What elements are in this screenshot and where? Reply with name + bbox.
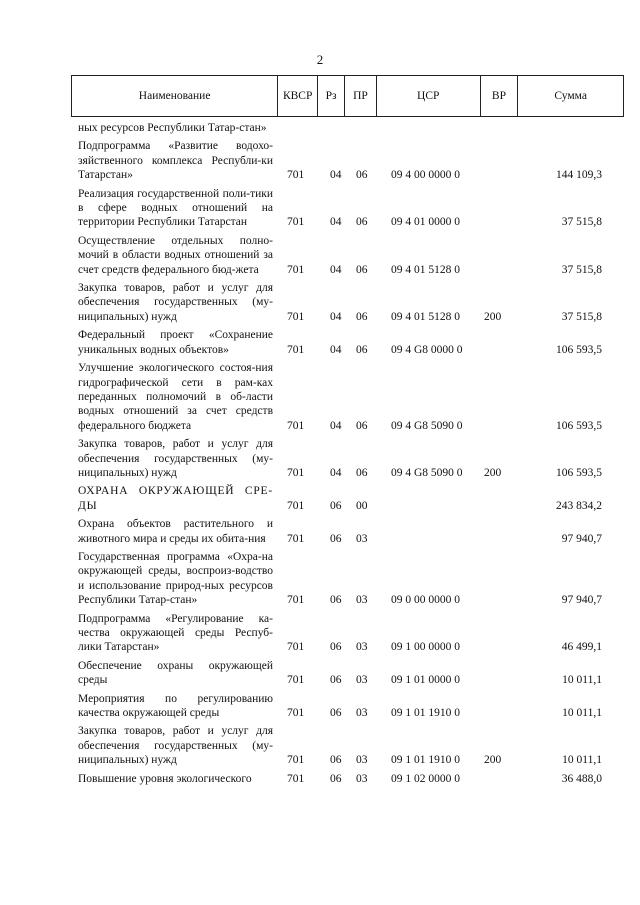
row-pr: 06 <box>356 343 368 356</box>
row-rz: 06 <box>330 532 342 545</box>
row-name: ОХРАНА ОКРУЖАЮЩЕЙ СРЕ-ДЫ <box>78 485 273 512</box>
row-kvsr: 701 <box>287 594 305 607</box>
row-sum: 106 593,5 <box>556 343 602 356</box>
row-sum: 10 011,1 <box>562 674 602 687</box>
row-rz: 04 <box>330 263 342 276</box>
row-kvsr: 701 <box>287 641 305 654</box>
row-name: Федеральный проект «Сохранение уникальных водных объектов» <box>78 329 273 356</box>
row-name: Осуществление отдельных полно-мочий в области водных отношений за счет средств федерального бюд-жета <box>78 234 273 276</box>
row-kvsr: 701 <box>287 707 305 720</box>
row-kvsr: 701 <box>287 343 305 356</box>
row-vr: 200 <box>484 466 502 479</box>
row-csr: 09 4 G8 0000 0 <box>391 343 463 356</box>
row-name: Государственная программа «Охра-на окружающей среды, воспроиз-водство и использование природ-ных ресурсов Республики Татар-стан» <box>78 550 273 607</box>
row-csr: 09 4 G8 5090 0 <box>391 466 463 479</box>
table-body <box>78 121 608 790</box>
header-pr: ПР <box>345 76 377 116</box>
row-rz: 06 <box>330 754 342 767</box>
row-sum: 106 593,5 <box>556 419 602 432</box>
row-sum: 106 593,5 <box>556 466 602 479</box>
row-name: Повышение уровня экологического <box>78 772 252 785</box>
row-csr: 09 4 01 0000 0 <box>391 216 460 229</box>
row-pr: 03 <box>356 707 368 720</box>
row-name: Подпрограмма «Регулирование ка-чества окружающей среды Респуб-лики Татарстан» <box>78 612 273 654</box>
row-sum: 36 488,0 <box>561 772 602 785</box>
row-name: Охрана объектов растительного и животного мира и среды их обита-ния <box>78 518 273 545</box>
row-pr: 06 <box>356 169 368 182</box>
row-sum: 97 940,7 <box>561 532 602 545</box>
row-name: Реализация государственной поли-тики в сфере водных отношений на территории Республики Татарстан <box>78 187 273 229</box>
row-rz: 04 <box>330 419 342 432</box>
row-csr: 09 1 01 1910 0 <box>391 754 460 767</box>
table-row <box>78 550 608 608</box>
page-number: 2 <box>316 52 324 67</box>
row-sum: 97 940,7 <box>561 594 602 607</box>
row-sum: 10 011,1 <box>562 707 602 720</box>
row-vr: 200 <box>484 310 502 323</box>
row-rz: 04 <box>330 343 342 356</box>
row-rz: 06 <box>330 772 342 785</box>
row-kvsr: 701 <box>287 772 305 785</box>
table-row <box>78 517 608 546</box>
table-row <box>78 692 608 721</box>
header-kvsr: КВСР <box>278 76 318 116</box>
row-kvsr: 701 <box>287 466 305 479</box>
row-csr: 09 4 G8 5090 0 <box>391 419 463 432</box>
table-row <box>78 361 608 433</box>
row-csr: 09 1 01 0000 0 <box>391 674 460 687</box>
row-sum: 37 515,8 <box>561 216 602 229</box>
row-kvsr: 701 <box>287 499 305 512</box>
row-name: Улучшение экологического состоя-ния гидрографической сети в рам-ках переданных полномочий в об-ласти водных отношений за счет средств федерального бюджета <box>78 362 273 432</box>
row-kvsr: 701 <box>287 216 305 229</box>
table-row <box>78 437 608 480</box>
table-row <box>78 328 608 357</box>
row-pr: 03 <box>356 594 368 607</box>
row-rz: 04 <box>330 310 342 323</box>
row-rz: 06 <box>330 707 342 720</box>
row-pr: 03 <box>356 641 368 654</box>
row-pr: 03 <box>356 674 368 687</box>
row-pr: 06 <box>356 310 368 323</box>
table-row <box>78 659 608 688</box>
row-csr: 09 4 01 5128 0 <box>391 310 460 323</box>
row-sum: 243 834,2 <box>556 499 602 512</box>
header-csr: ЦСР <box>377 76 481 116</box>
row-csr: 09 0 00 0000 0 <box>391 594 460 607</box>
row-rz: 04 <box>330 169 342 182</box>
row-kvsr: 701 <box>287 674 305 687</box>
row-csr: 09 1 02 0000 0 <box>391 772 460 785</box>
table-row <box>78 281 608 324</box>
header-rz: Рз <box>318 76 345 116</box>
table-row <box>78 234 608 277</box>
row-sum: 46 499,1 <box>561 641 602 654</box>
row-rz: 06 <box>330 594 342 607</box>
row-name: Обеспечение охраны окружающей среды <box>78 659 273 687</box>
row-kvsr: 701 <box>287 263 305 276</box>
table-row <box>78 772 608 786</box>
row-pr: 06 <box>356 216 368 229</box>
header-sum: Сумма <box>554 90 587 102</box>
row-name: Закупка товаров, работ и услуг для обеспечения государственных (му-ниципальных) нужд <box>78 725 273 767</box>
row-pr: 00 <box>356 499 368 512</box>
row-name: Закупка товаров, работ и услуг для обеспечения государственных (му-ниципальных) нужд <box>78 438 273 479</box>
row-sum: 37 515,8 <box>561 263 602 276</box>
row-rz: 06 <box>330 674 342 687</box>
row-pr: 03 <box>356 532 368 545</box>
row-kvsr: 701 <box>287 419 305 432</box>
header-vr: ВР <box>481 76 519 116</box>
row-pr: 06 <box>356 466 368 479</box>
row-csr: 09 4 00 0000 0 <box>391 169 460 182</box>
table-header <box>71 75 624 117</box>
row-rz: 04 <box>330 216 342 229</box>
row-name: Подпрограмма «Развитие водохо-зяйственного комплекса Республи-ки Татарстан» <box>78 140 273 182</box>
row-rz: 06 <box>330 499 342 512</box>
row-sum: 144 109,3 <box>556 169 602 182</box>
row-name: Закупка товаров, работ и услуг для обеспечения государственных (му-ниципальных) нужд <box>78 282 273 323</box>
row-pr: 06 <box>356 419 368 432</box>
row-vr: 200 <box>484 754 502 767</box>
row-pr: 03 <box>356 772 368 785</box>
row-kvsr: 701 <box>287 169 305 182</box>
row-kvsr: 701 <box>287 310 305 323</box>
row-name: ных ресурсов Республики Татар-стан» <box>78 122 267 134</box>
row-csr: 09 1 01 1910 0 <box>391 707 460 720</box>
row-rz: 04 <box>330 466 342 479</box>
table-row <box>78 139 608 182</box>
row-name: Мероприятия по регулированию качества окружающей среды <box>78 692 273 720</box>
table-row <box>78 121 608 135</box>
row-kvsr: 701 <box>287 532 305 545</box>
row-pr: 06 <box>356 263 368 276</box>
row-kvsr: 701 <box>287 754 305 767</box>
row-rz: 06 <box>330 641 342 654</box>
row-pr: 03 <box>356 754 368 767</box>
header-name: Наименование <box>72 76 278 116</box>
row-sum: 10 011,1 <box>562 754 602 767</box>
table-row <box>78 187 608 230</box>
table-row <box>78 612 608 655</box>
row-csr: 09 4 01 5128 0 <box>391 263 460 276</box>
row-sum: 37 515,8 <box>561 310 602 323</box>
table-row <box>78 724 608 767</box>
row-csr: 09 1 00 0000 0 <box>391 641 460 654</box>
table-row <box>78 484 608 513</box>
